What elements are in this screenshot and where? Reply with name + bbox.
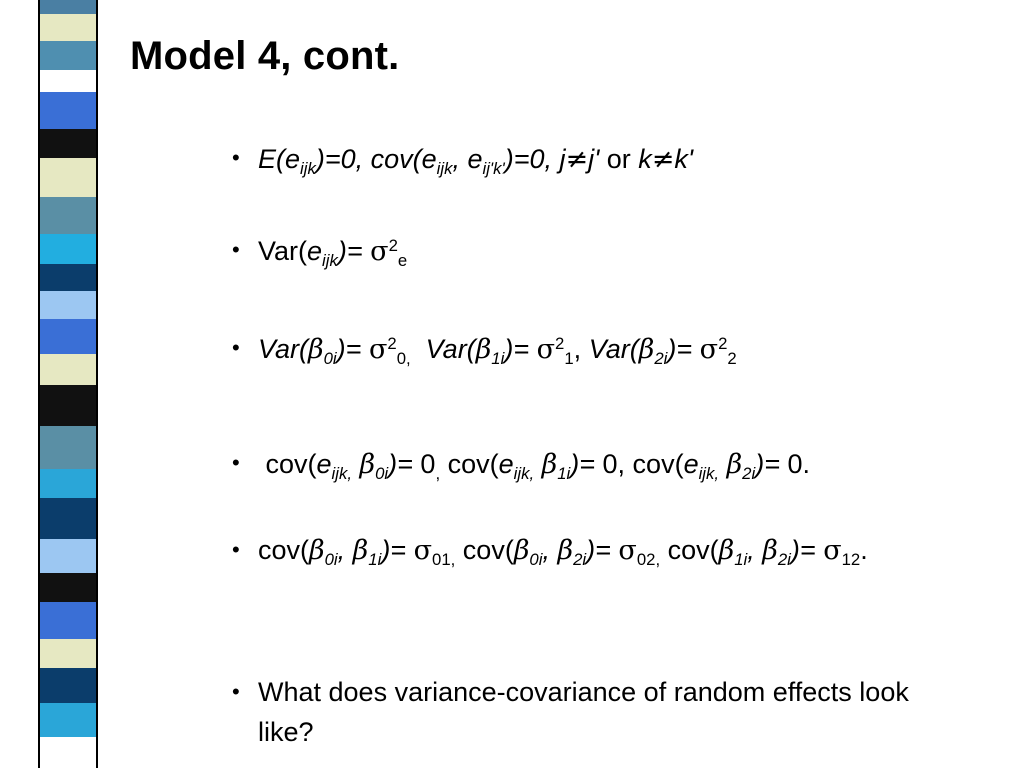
bullet-question <box>232 672 972 752</box>
stripe-segment <box>40 319 96 354</box>
bullet-symbol: • <box>232 335 240 360</box>
bullet-symbol: • <box>232 450 240 475</box>
stripe-segment <box>40 602 96 639</box>
stripe-segment <box>40 539 96 572</box>
bullet-symbol: • <box>232 679 240 704</box>
bullet-error-assumptions <box>232 144 992 178</box>
stripe-segment <box>40 668 96 703</box>
stripe-segment <box>40 234 96 263</box>
bullet-text: $Var(\beta_{0i})= \sigma^2_{0,}$ $Var(\beta_{1i})= \sigma^2_1$, $Var(\beta_{2i})= \sigma^2_2$ <box>258 333 737 368</box>
stripe-segment <box>40 70 96 92</box>
stripe-segment <box>40 703 96 736</box>
bullet-text: $Var(e_{ijk})= \sigma^2_e$ <box>258 235 408 270</box>
slide-title: Model 4, cont. <box>130 34 400 78</box>
bullet-random-effect-variances <box>232 333 992 368</box>
bullet-text: $cov(\beta_{0i}$, $\beta_{1i})= \sigma_{01,}$ $cov(\beta_{0i}$, $\beta_{2i})= \sigma_{02,}$ $cov(\beta_{1i}$, $\beta_{2i})= \sigma_{12}$. <box>258 535 868 569</box>
stripe-segment <box>40 639 96 668</box>
stripe-segment <box>40 197 96 234</box>
stripe-segment <box>40 426 96 469</box>
decorative-color-stripe <box>38 0 98 768</box>
bullet-error-effect-covariances <box>232 449 992 483</box>
stripe-segment <box>40 291 96 318</box>
stripe-segment <box>40 129 96 158</box>
stripe-segment <box>40 385 96 426</box>
stripe-segment <box>40 469 96 498</box>
bullet-question-text: What does variance-covariance of random effects look like? <box>258 677 909 747</box>
stripe-segment <box>40 41 96 70</box>
stripe-segment <box>40 498 96 539</box>
bullet-error-variance <box>232 235 992 270</box>
stripe-segment <box>40 92 96 129</box>
stripe-segment <box>40 158 96 197</box>
stripe-segment <box>40 264 96 291</box>
stripe-segment <box>40 573 96 602</box>
stripe-segment <box>40 0 96 14</box>
bullet-symbol: • <box>232 237 240 262</box>
stripe-segment <box>40 14 96 41</box>
stripe-segment <box>40 737 96 768</box>
bullet-symbol: • <box>232 145 240 170</box>
stripe-segment <box>40 354 96 385</box>
bullet-symbol: • <box>232 537 240 562</box>
bullet-text: $E(e_{ijk})=0$, $cov(e_{ijk}$, $e_{ij'k'})=0$, j≠j' or k≠k' <box>258 144 694 178</box>
bullet-text: $cov(e_{ijk,}$ $\beta_{0i})= 0_,$ $cov(e_{ijk,}$ $\beta_{1i})= 0$, $cov(e_{ijk,}$ $\beta_{2i})= 0$. <box>258 449 810 483</box>
bullet-effect-covariances <box>232 530 972 571</box>
